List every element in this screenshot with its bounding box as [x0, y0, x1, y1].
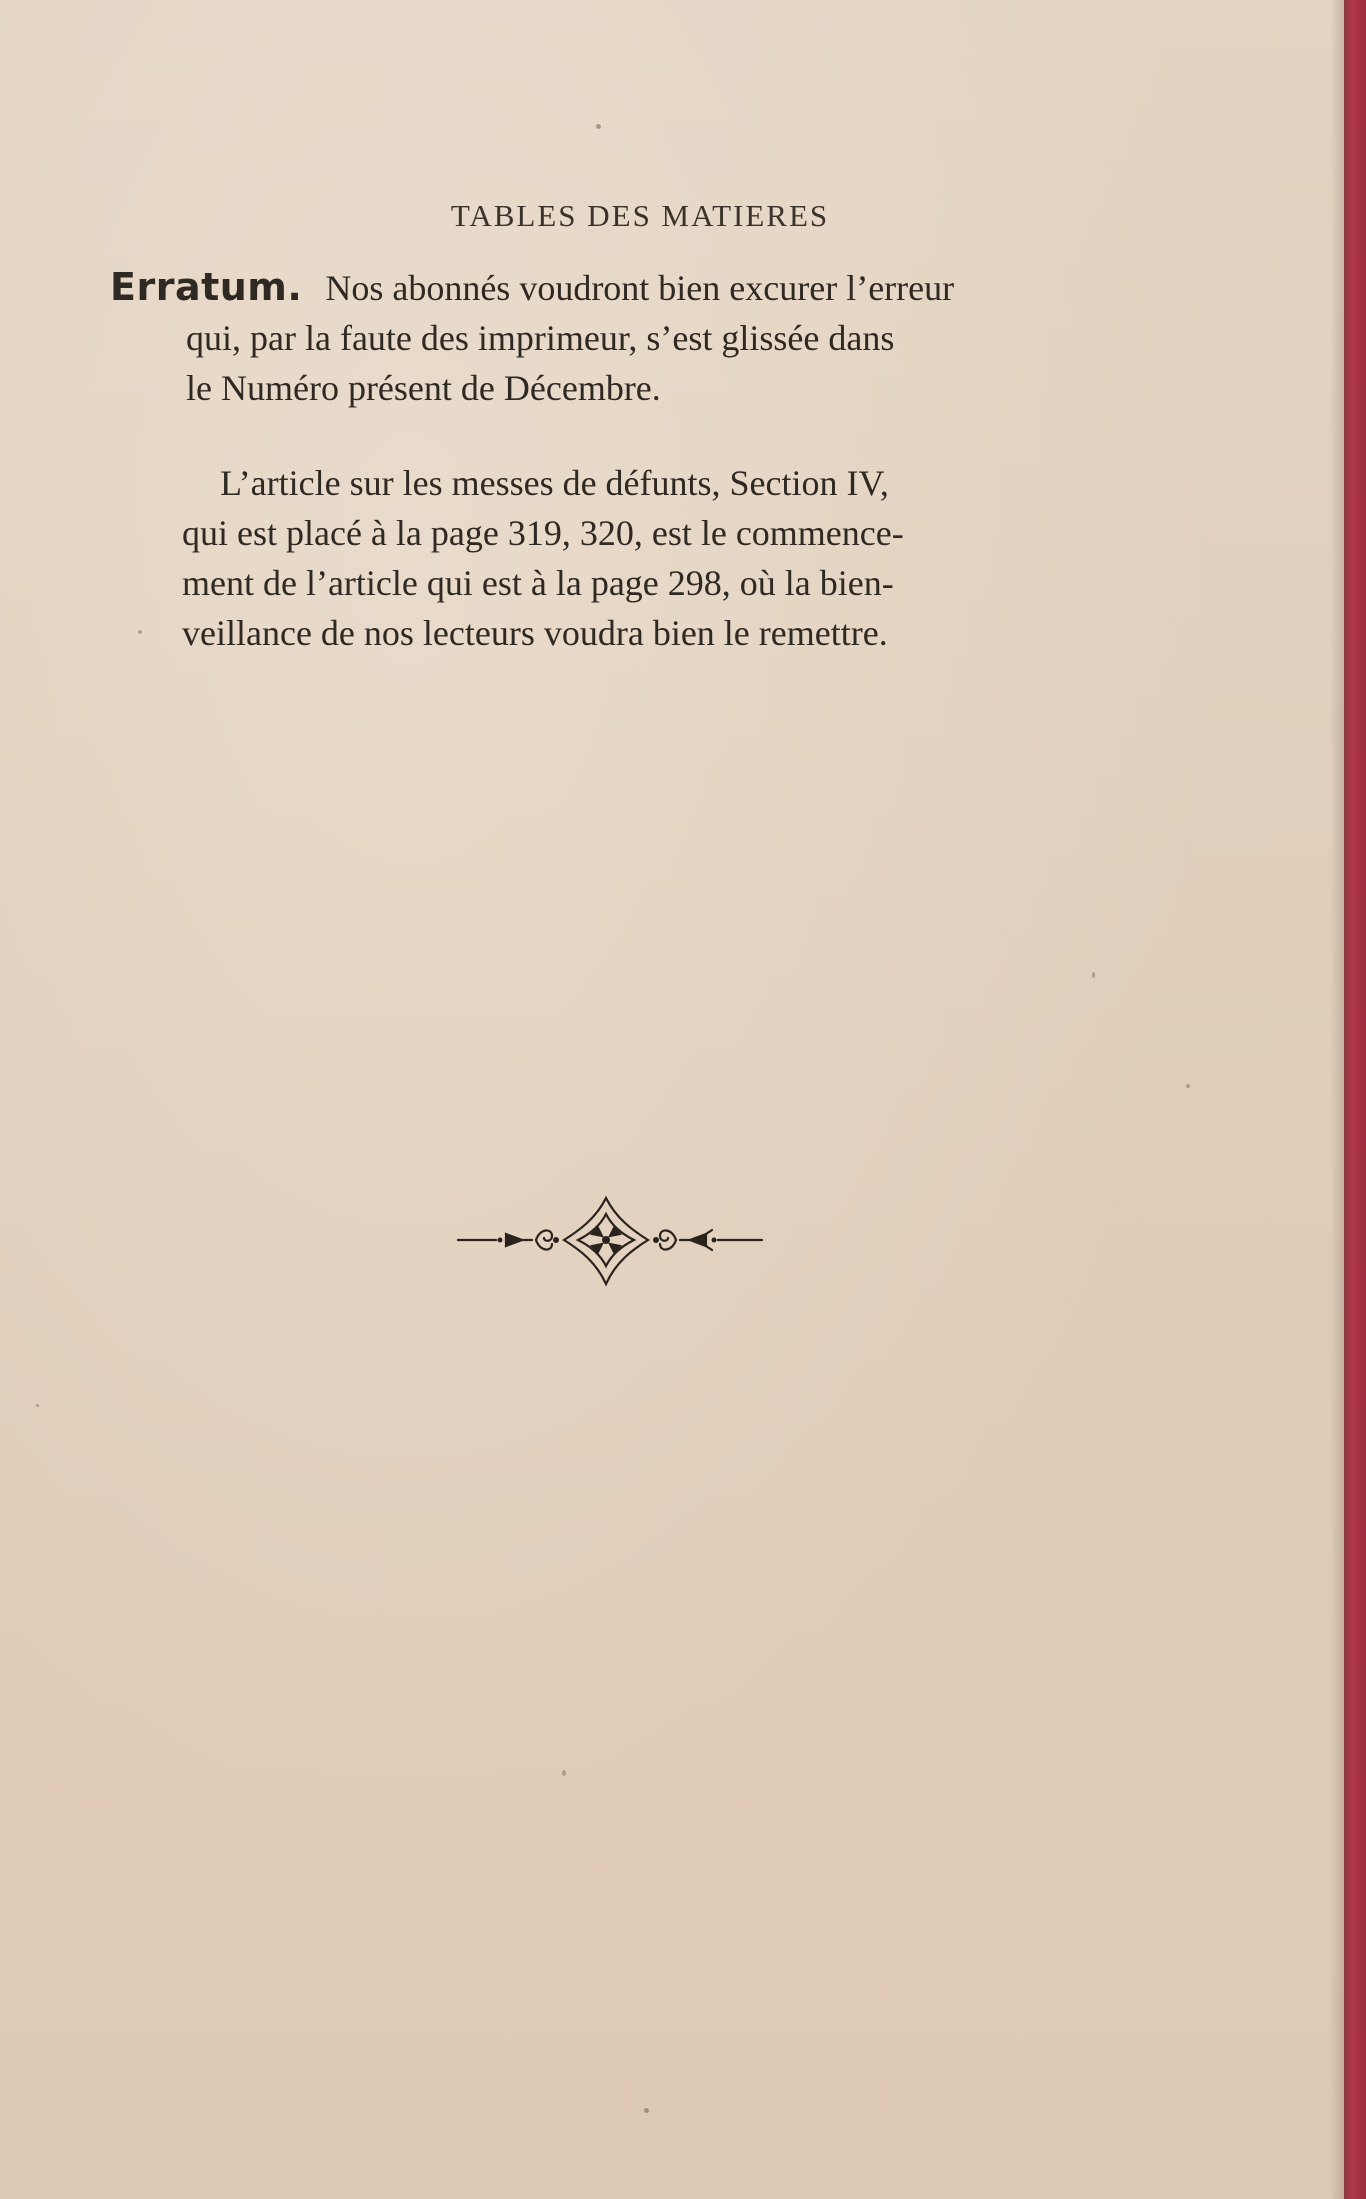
- erratum-label: Erratum.: [110, 265, 303, 309]
- erratum-line-3: le Numéro présent de Décembre.: [186, 368, 661, 408]
- paper-speck: [1092, 972, 1095, 978]
- correction-paragraph: [182, 458, 1182, 658]
- erratum-line-1: [110, 262, 1180, 313]
- paragraph-line-3: ment de l’article qui est à la page 298, où la bien-: [182, 563, 894, 603]
- erratum-line-2: qui, par la faute des imprimeur, s’est glissée dans: [186, 318, 895, 358]
- paper-speck: [1186, 1084, 1190, 1088]
- paper-speck: [644, 2108, 649, 2113]
- paper-speck: [596, 124, 601, 129]
- paper-speck: [36, 1404, 39, 1407]
- erratum-notice: [110, 262, 1180, 413]
- paragraph-line-4: veillance de nos lecteurs voudra bien le remettre.: [182, 613, 888, 653]
- paper-speck: [138, 630, 142, 634]
- fleuron-icon: [456, 1190, 766, 1290]
- binding-shadow: [1330, 0, 1344, 2199]
- paper-speck: [562, 1770, 566, 1776]
- running-head: TABLES DES MATIERES: [450, 198, 830, 233]
- book-binding-edge: [1344, 0, 1366, 2199]
- paragraph-line-2: qui est placé à la page 319, 320, est le commence-: [182, 513, 904, 553]
- paragraph-line-1: L’article sur les messes de défunts, Section IV,: [220, 463, 889, 503]
- erratum-line-1-text: Nos abonnés voudront bien excurer l’erreur: [325, 268, 955, 308]
